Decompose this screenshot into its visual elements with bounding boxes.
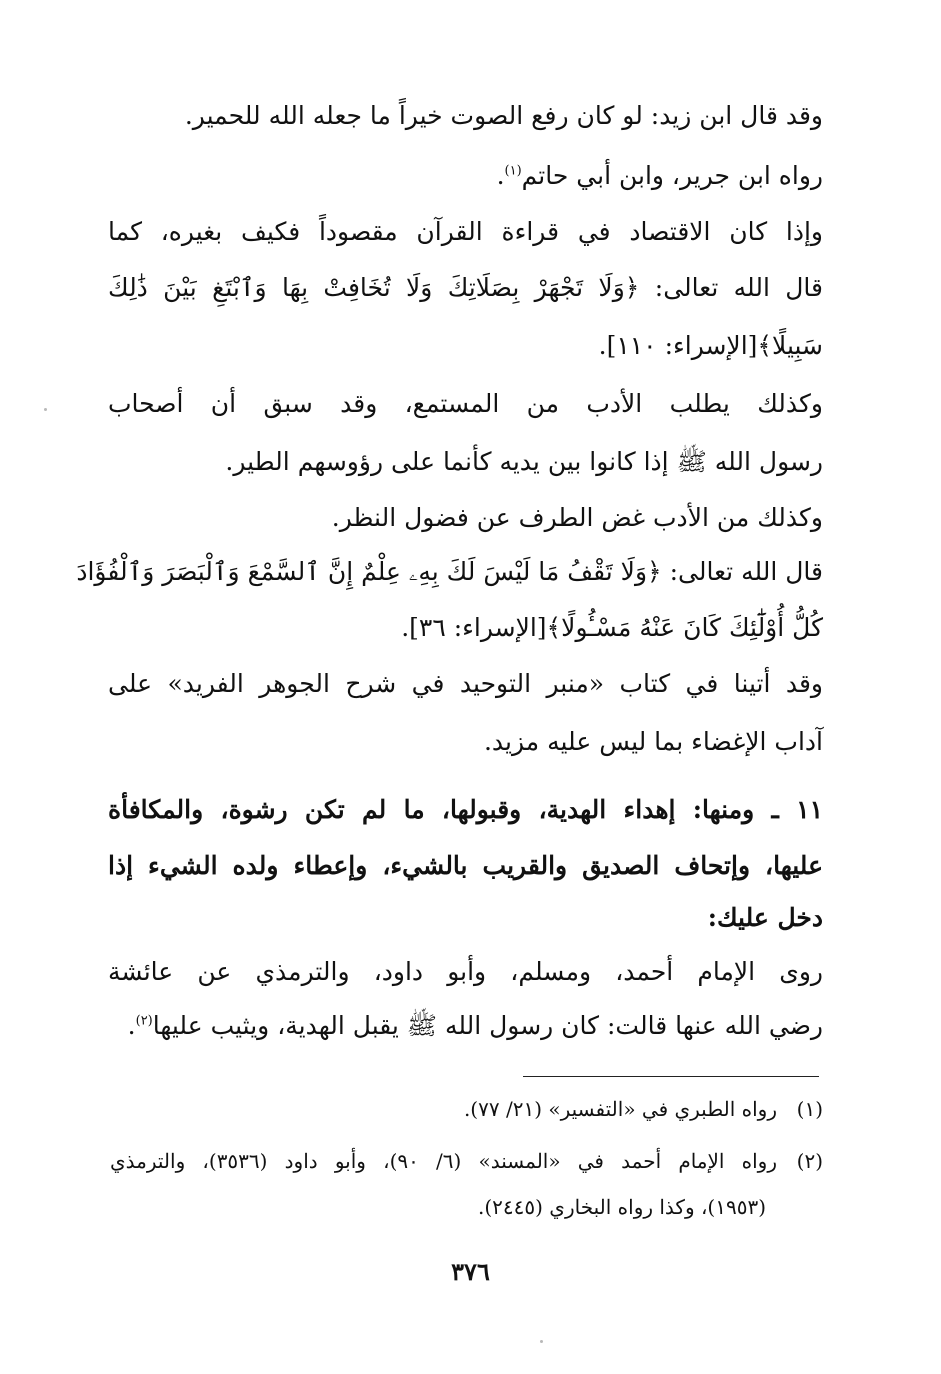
- text-line-6: وكذلك يطلب الأدب من المستمع، وقد سبق أن أصحاب: [108, 389, 823, 418]
- text-line-2: رواه ابن جرير، وابن أبي حاتم$^{(١)}$.: [496, 161, 823, 190]
- text-line-3: وإذا كان الاقتصاد في قراءة القرآن مقصوداً فكيف بغيره، كما: [108, 217, 823, 246]
- footnote-2-text: رواه الإمام أحمد في «المسند» (٦/ ٩٠)، وأبو داود (٣٥٣٦)، والترمذي: [110, 1149, 777, 1173]
- section-heading-line-2: عليها، وإتحاف الصديق والقريب بالشيء، وإعطاء ولده الشيء إذا: [108, 851, 823, 880]
- footnote-divider: [523, 1076, 819, 1077]
- section-heading-line-1: ١١ ـ ومنها: إهداء الهدية، وقبولها، ما لم تكن رشوة، والمكافأة: [108, 795, 823, 824]
- text-line-16: روى الإمام أحمد، ومسلم، وأبو داود، والترمذي عن عائشة: [108, 957, 823, 986]
- footnote-2-number: (٢): [796, 1149, 823, 1173]
- text-line-7: رسول الله ﷺ إذا كانوا بين يديه كأنما على رؤوسهم الطير.: [225, 447, 823, 476]
- footnote-2-continuation: (١٩٥٣)، وكذا رواه البخاري (٢٤٤٥).: [478, 1195, 766, 1219]
- footnote-2: [110, 1144, 823, 1178]
- footnote-ref-2[interactable]: (٢): [135, 1013, 153, 1029]
- text-line-1: وقد قال ابن زيد: لو كان رفع الصوت خيراً ما جعله الله للحمير.: [184, 101, 823, 130]
- footnote-1-text: رواه الطبري في «التفسير» (٢١/ ٧٧).: [463, 1097, 777, 1121]
- quran-verse-line-3: قال الله تعالى: ﴿وَلَا تَقْفُ مَا لَيْسَ لَكَ بِهِۦ عِلْمٌ إِنَّ ٱلسَّمْعَ وَٱلْبَصَرَ وَٱلْفُؤَادَ: [76, 557, 823, 586]
- page-number: ٣٧٦: [451, 1257, 490, 1286]
- footnote-ref-1[interactable]: (١): [504, 163, 522, 179]
- text-line-17: رضي الله عنها قالت: كان رسول الله ﷺ يقبل الهدية، ويثيب عليها$^{(٢)}$.: [127, 1011, 823, 1040]
- footnote-1-number: (١): [796, 1097, 823, 1121]
- section-heading-line-3: دخل عليك:: [707, 903, 823, 932]
- footnote-1: [110, 1092, 823, 1126]
- text-line-11: وقد أتينا في كتاب «منبر التوحيد في شرح الجوهر الفريد» على: [108, 669, 823, 698]
- quran-verse-line-1: قال الله تعالى: ﴿وَلَا تَجْهَرْ بِصَلَاتِكَ وَلَا تُخَافِتْ بِهَا وَٱبْتَغِ بَيْنَ ذَٰلِكَ: [108, 273, 823, 302]
- text-line-12: آداب الإغضاء بما ليس عليه مزيد.: [483, 727, 823, 756]
- text-line-8: وكذلك من الأدب غض الطرف عن فضول النظر.: [331, 503, 823, 532]
- quran-verse-line-4: كُلُّ أُوْلَٰٓئِكَ كَانَ عَنْهُ مَسْـُٔولًا﴾[الإسراء: ٣٦].: [401, 613, 823, 642]
- scan-speck: [44, 408, 47, 411]
- scan-speck: [540, 1340, 543, 1343]
- quran-verse-line-2: سَبِيلًا﴾[الإسراء: ١١٠].: [598, 331, 823, 360]
